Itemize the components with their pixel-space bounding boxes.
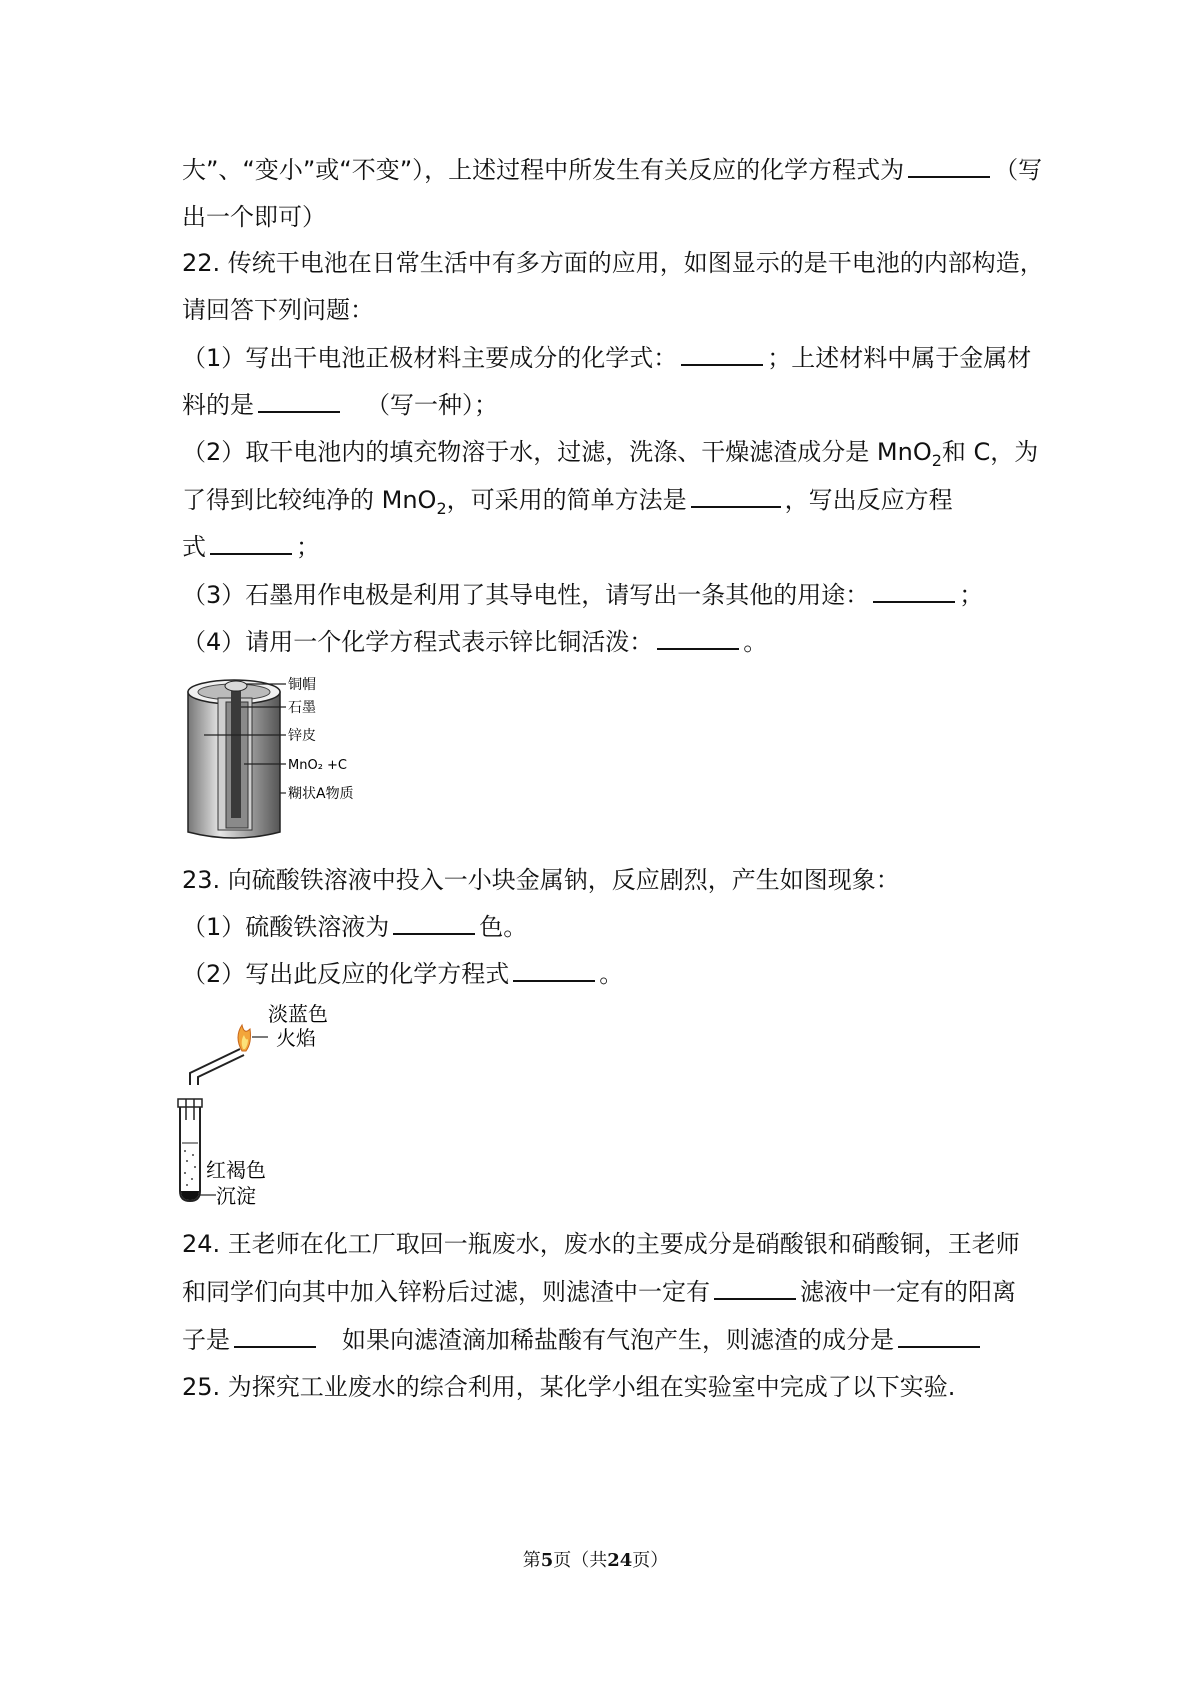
- total-pages: 24: [607, 1550, 633, 1571]
- q23-part-2: [182, 954, 623, 994]
- flame-label-1: 淡蓝色: [268, 1002, 328, 1026]
- answer-blank: [393, 911, 475, 935]
- q22-part-3-text: ；: [959, 581, 984, 609]
- answer-blank: [908, 154, 990, 178]
- q21-text: 出一个即可）: [182, 203, 326, 231]
- q21-line-2: [182, 197, 326, 237]
- q25-stem-text: 25. 为探究工业废水的综合利用，某化学小组在实验室中完成了以下实验.: [182, 1373, 956, 1401]
- q22-stem: 请回答下列问题：: [182, 296, 374, 324]
- q22-part-2-text: 了得到比较纯净的 MnO: [182, 486, 437, 514]
- q22-part-2-text: ；: [296, 533, 320, 561]
- answer-blank: [234, 1324, 316, 1348]
- q22-part-1-text: （1）写出干电池正极材料主要成分的化学式：: [182, 344, 678, 372]
- q22-part-2-text: ，可采用的简单方法是: [446, 486, 687, 514]
- zinc-label: 锌皮: [288, 728, 316, 744]
- q24-text: 如果向滤渣滴加稀盐酸有气泡产生，则滤渣的成分是: [342, 1326, 894, 1354]
- q22-part-2-line-1: [182, 432, 1038, 481]
- q22-part-2-line-2: [182, 480, 953, 529]
- q23-part-2-text: 。: [599, 960, 624, 988]
- q21-text: 大”、“变小”或“不变”），上述过程中所发生有关反应的化学方程式为: [182, 156, 905, 184]
- cap-label: 铜帽: [288, 677, 316, 693]
- q22-part-1-line-1: [182, 338, 1031, 378]
- q22-part-2-line-3: [182, 527, 320, 567]
- paste-label: 糊状A物质: [288, 786, 354, 802]
- subscript: 2: [931, 450, 942, 470]
- q22-part-2-text: （2）取干电池内的填充物溶于水，过滤，洗涤、干燥滤渣成分是 MnO: [182, 438, 932, 466]
- q24-text: 和同学们向其中加入锌粉后过滤，则滤渣中一定有: [182, 1278, 710, 1306]
- q21-text: （写: [994, 156, 1043, 184]
- footer-suffix: 页）: [632, 1550, 669, 1571]
- q24-text: 24. 王老师在化工厂取回一瓶废水，废水的主要成分是硝酸银和硝酸铜，王老师: [182, 1230, 1020, 1258]
- answer-blank: [657, 626, 739, 650]
- q22-part-3-text: （3）石墨用作电极是利用了其导电性，请写出一条其他的用途：: [182, 581, 870, 609]
- test-tube-diagram: [176, 995, 356, 1210]
- flame-icon: [238, 1025, 251, 1051]
- graphite-label: 石墨: [288, 700, 316, 716]
- q23-stem: [182, 860, 900, 900]
- dry-battery-diagram: [184, 674, 384, 844]
- q23-part-1-text: 色。: [479, 913, 528, 941]
- q24-line-3: [182, 1320, 984, 1360]
- q22-part-2-text: 式: [182, 533, 206, 561]
- q23-part-1: [182, 907, 527, 947]
- q23-part-1-text: （1）硫酸铁溶液为: [182, 913, 390, 941]
- flame-label-2: 火焰: [276, 1026, 316, 1050]
- precipitate-label-1: 红褐色: [206, 1158, 266, 1182]
- answer-blank: [898, 1324, 980, 1348]
- answer-blank: [681, 342, 763, 366]
- q22-stem: 22. 传统干电池在日常生活中有多方面的应用，如图显示的是干电池的内部构造，: [182, 249, 1044, 277]
- q22-part-2-text: ，写出反应方程: [784, 486, 953, 514]
- q24-text: 滤液中一定有的阳离: [800, 1278, 1016, 1306]
- page-footer: [0, 1546, 1191, 1572]
- q23-stem-text: 23. 向硫酸铁溶液中投入一小块金属钠，反应剧烈，产生如图现象：: [182, 866, 900, 894]
- q22-part-4-text: 。: [743, 628, 768, 656]
- subscript: 2: [436, 498, 447, 518]
- q22-part-1-text: ；上述材料中属于金属材: [767, 344, 1032, 372]
- answer-blank: [258, 389, 340, 413]
- q24-line-2: [182, 1272, 1016, 1312]
- q22-part-4: [182, 622, 767, 662]
- q23-part-2-text: （2）写出此反应的化学方程式: [182, 960, 510, 988]
- q24-text: 子是: [182, 1326, 230, 1354]
- answer-blank: [691, 484, 781, 508]
- q22-stem-line-1: [182, 243, 1044, 283]
- q22-part-3: [182, 575, 983, 615]
- answer-blank: [210, 531, 292, 555]
- precipitate-label-2: 沉淀: [216, 1184, 256, 1208]
- q22-part-4-text: （4）请用一个化学方程式表示锌比铜活泼：: [182, 628, 654, 656]
- q25-stem: [182, 1367, 955, 1407]
- graphite-rod: [231, 688, 241, 818]
- answer-blank: [714, 1276, 796, 1300]
- delivery-tube: [190, 1049, 244, 1085]
- footer-prefix: 第: [522, 1550, 541, 1571]
- q22-stem-line-2: [182, 290, 374, 330]
- q22-part-2-text: 和 C，为: [941, 438, 1039, 466]
- mno2-label: MnO₂ +C: [288, 758, 348, 773]
- q22-part-1-line-2: [182, 385, 498, 425]
- answer-blank: [513, 958, 595, 982]
- q22-part-1-text: 料的是: [182, 391, 254, 419]
- test-tube: [178, 1099, 202, 1201]
- copper-cap: [225, 681, 247, 691]
- page-number: 5: [540, 1550, 554, 1571]
- footer-middle: 页（共: [553, 1550, 608, 1571]
- q24-line-1: [182, 1224, 1020, 1264]
- answer-blank: [873, 579, 955, 603]
- q22-part-1-text: （写一种）；: [366, 391, 498, 419]
- q21-line-1: [182, 150, 1042, 190]
